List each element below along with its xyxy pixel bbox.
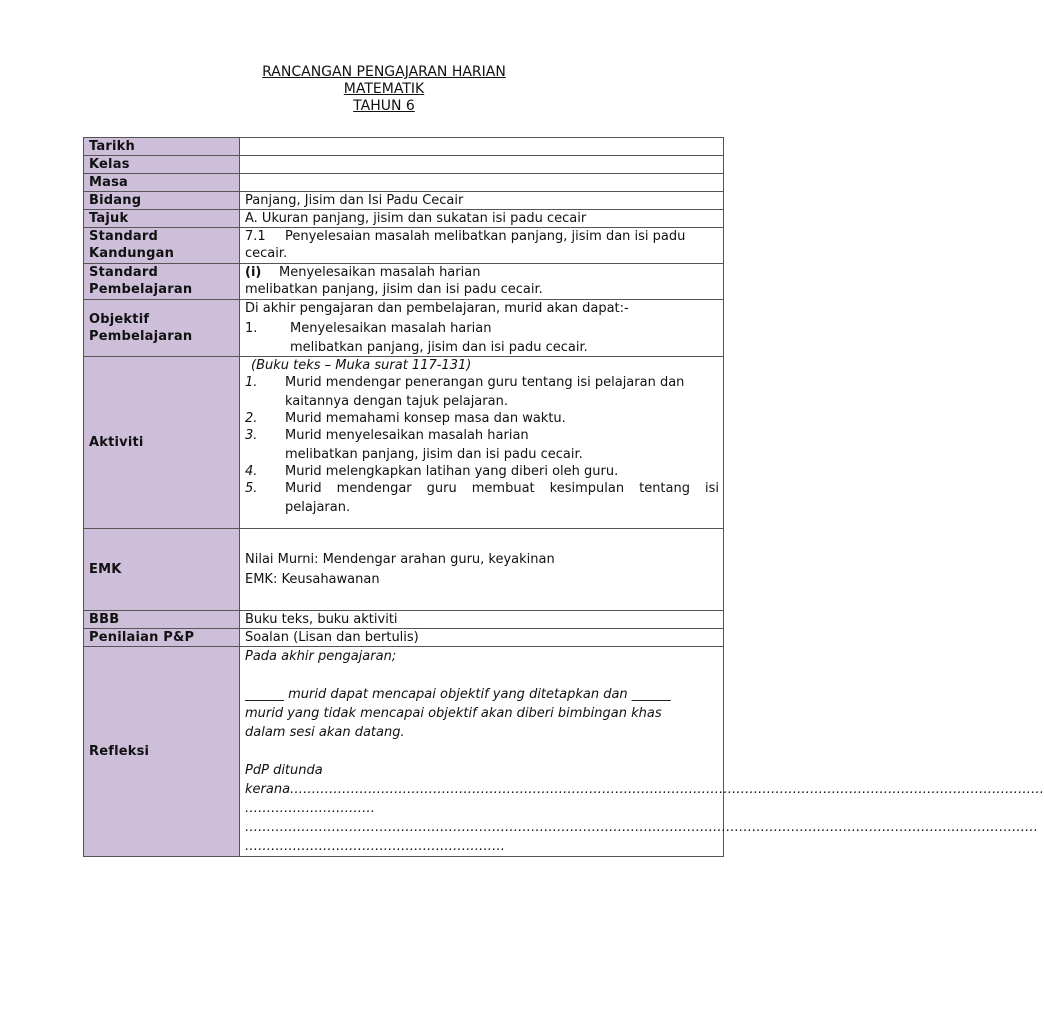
list-item [245, 480, 719, 516]
label-penilaian: Penilaian P&P [84, 629, 240, 647]
value-standard-kandungan [240, 228, 724, 264]
objektif-number: 1. [245, 321, 258, 336]
label-objektif [84, 300, 240, 357]
label-tajuk: Tajuk [84, 210, 240, 228]
label-refleksi: Refleksi [84, 647, 240, 857]
row-refleksi [84, 647, 724, 857]
row-emk [84, 529, 724, 611]
label-line: Objektif [89, 312, 150, 327]
value-tajuk: A. Ukuran panjang, jisim dan sukatan isi padu cecair [240, 210, 724, 228]
aktiviti-list [245, 374, 719, 516]
sk-text: Penyelesaian masalah melibatkan panjang, jisim dan isi padu [285, 229, 686, 244]
value-refleksi [240, 647, 1044, 857]
label-aktiviti: Aktiviti [84, 357, 240, 529]
row-objektif [84, 300, 724, 357]
item-number: 1. [245, 375, 258, 390]
sk-number: 7.1 [245, 229, 266, 244]
value-tarikh [240, 138, 724, 156]
value-bidang: Panjang, Jisim dan Isi Padu Cecair [240, 192, 724, 210]
label-line: Pembelajaran [89, 282, 193, 297]
refleksi-dotted-line: ………………………… [245, 801, 375, 816]
label-standard-kandungan [84, 228, 240, 264]
label-line: Pembelajaran [89, 329, 193, 344]
item-number: 5. [245, 481, 258, 496]
item-text: Murid memahami konsep masa dan waktu. [285, 411, 566, 426]
document-subject: MATEMATIK [343, 81, 425, 97]
value-penilaian: Soalan (Lisan dan bertulis) [240, 629, 724, 647]
aktiviti-intro: (Buku teks – Muka surat 117-131) [251, 358, 472, 373]
refleksi-dotted-line: …………………………………………………… [245, 839, 505, 854]
refleksi-line: dalam sesi akan datang. [245, 725, 405, 740]
emk-nilai: Nilai Murni: Mendengar arahan guru, keyakinan [245, 552, 555, 567]
sk-line [245, 228, 719, 245]
document-header [0, 64, 768, 115]
emk-keusahawanan: EMK: Keusahawanan [245, 572, 380, 587]
row-kelas [84, 156, 724, 174]
item-text-cont: kaitannya dengan tajuk pelajaran. [285, 394, 508, 409]
row-bidang [84, 192, 724, 210]
value-standard-pembelajaran [240, 264, 724, 300]
item-text: Murid menyelesaikan masalah harian [285, 428, 529, 443]
label-line: Standard [89, 229, 158, 244]
value-masa [240, 174, 724, 192]
objektif-text-cont: melibatkan panjang, jisim dan isi padu cecair. [290, 340, 588, 355]
item-number: 4. [245, 464, 258, 479]
label-bbb: BBB [84, 611, 240, 629]
item-number: 3. [245, 428, 258, 443]
list-item [245, 410, 719, 427]
item-text: Murid mendengar guru membuat kesimpulan tentang isi [285, 481, 719, 496]
refleksi-line: PdP ditunda [245, 763, 323, 778]
list-item [245, 427, 719, 463]
label-line: Standard [89, 265, 158, 280]
item-text-cont: melibatkan panjang, jisim dan isi padu cecair. [285, 447, 583, 462]
label-emk: EMK [84, 529, 240, 611]
row-tajuk [84, 210, 724, 228]
row-penilaian [84, 629, 724, 647]
refleksi-dotted-line: kerana………………………………………………………………………………………………………………………………………………………… [245, 782, 1044, 797]
value-objektif [240, 300, 724, 357]
sp-text-cont: melibatkan panjang, jisim dan isi padu cecair. [245, 282, 543, 297]
row-masa [84, 174, 724, 192]
item-text: Murid melengkapkan latihan yang diberi oleh guru. [285, 464, 619, 479]
row-bbb [84, 611, 724, 629]
objektif-intro: Di akhir pengajaran dan pembelajaran, murid akan dapat:- [245, 301, 629, 316]
item-text-cont: pelajaran. [285, 500, 351, 515]
list-item [245, 463, 719, 480]
objektif-item [245, 320, 719, 337]
label-tarikh: Tarikh [84, 138, 240, 156]
document-title: RANCANGAN PENGAJARAN HARIAN [262, 64, 506, 80]
objektif-text: Menyelesaikan masalah harian [290, 321, 492, 336]
sp-marker: (i) [245, 265, 262, 280]
value-emk [240, 529, 724, 611]
value-aktiviti [240, 357, 724, 529]
label-line: Kandungan [89, 246, 175, 261]
refleksi-line: ______ murid dapat mencapai objektif yang ditetapkan dan ______ [245, 687, 671, 702]
item-text: Murid mendengar penerangan guru tentang isi pelajaran dan [285, 375, 685, 390]
label-standard-pembelajaran [84, 264, 240, 300]
row-standard-kandungan [84, 228, 724, 264]
document-year: TAHUN 6 [353, 98, 415, 114]
label-masa: Masa [84, 174, 240, 192]
sk-text-cont: cecair. [245, 246, 288, 261]
label-bidang: Bidang [84, 192, 240, 210]
row-standard-pembelajaran [84, 264, 724, 300]
value-bbb: Buku teks, buku aktiviti [240, 611, 724, 629]
refleksi-dotted-line: ………………………………………………………………………………………………………………………………………………………………… [245, 820, 1038, 835]
row-aktiviti [84, 357, 724, 529]
refleksi-line: murid yang tidak mencapai objektif akan diberi bimbingan khas [245, 706, 662, 721]
value-kelas [240, 156, 724, 174]
item-number: 2. [245, 411, 258, 426]
row-tarikh [84, 138, 724, 156]
sp-text: Menyelesaikan masalah harian [279, 265, 481, 280]
list-item [245, 374, 719, 410]
label-kelas: Kelas [84, 156, 240, 174]
lesson-plan-table [83, 137, 1044, 857]
refleksi-line: Pada akhir pengajaran; [245, 649, 397, 664]
sp-line [245, 264, 719, 281]
